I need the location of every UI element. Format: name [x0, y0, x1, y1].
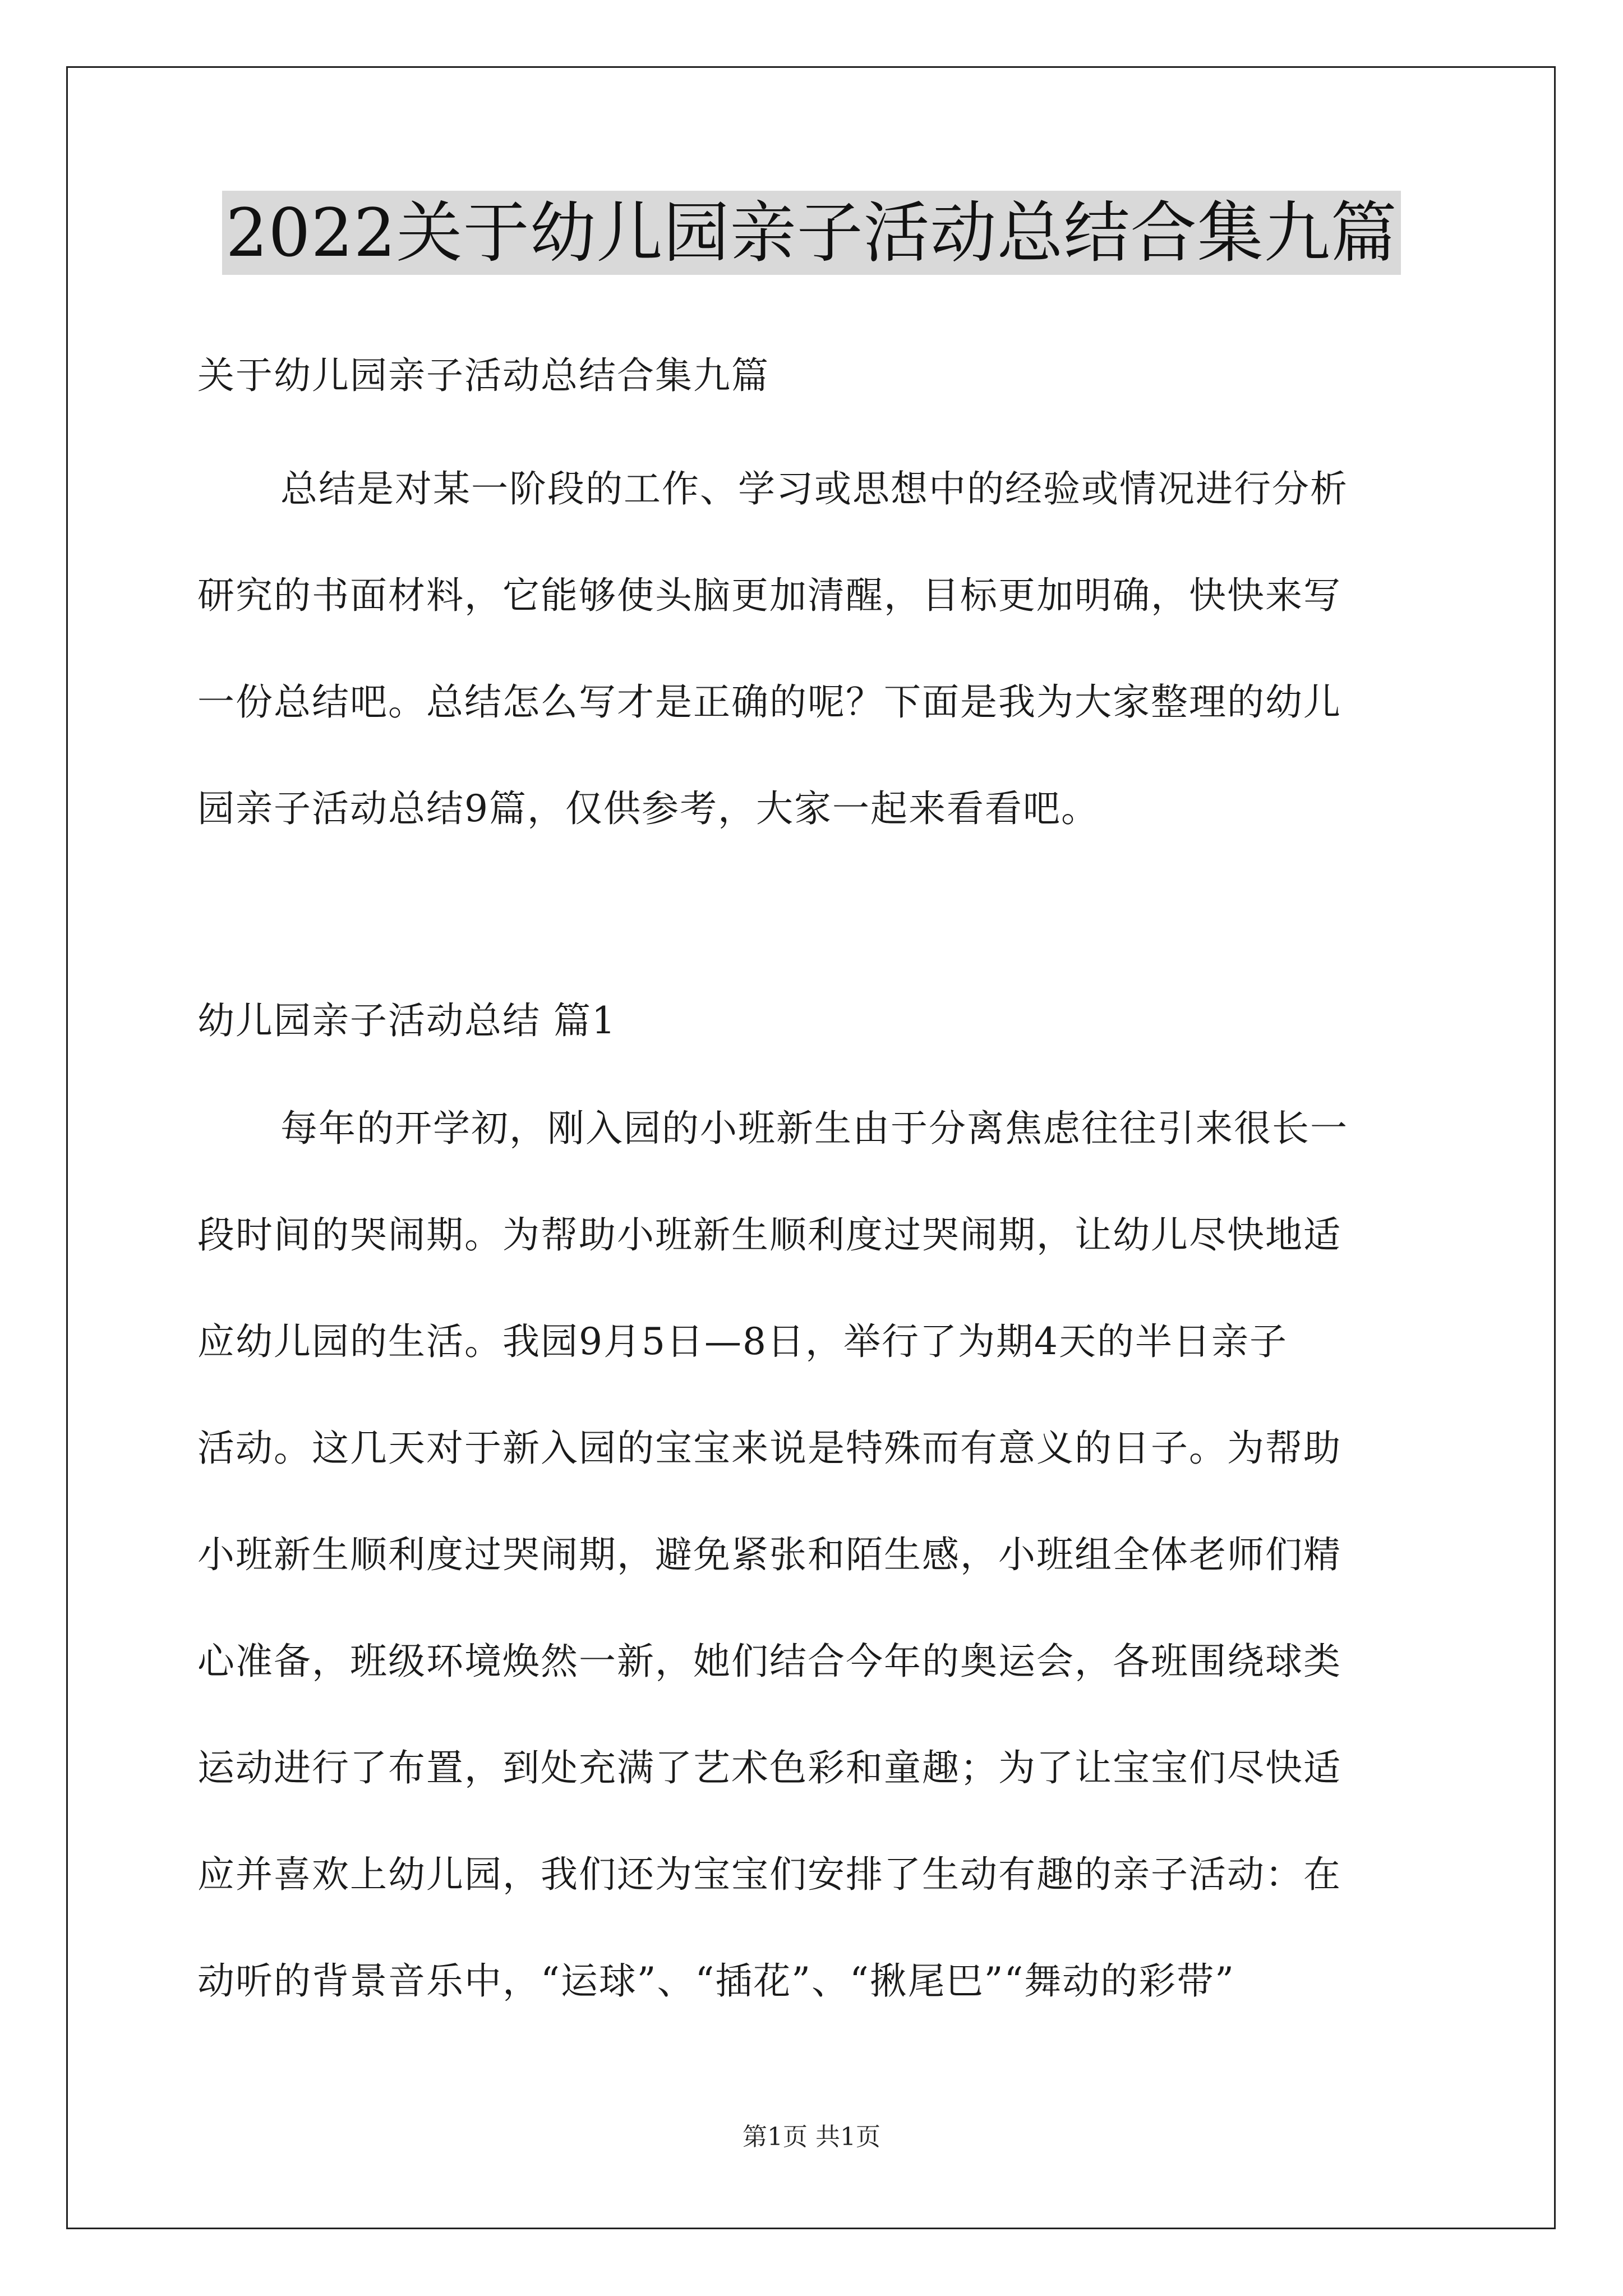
body-line: 心准备，班级环境焕然一新，她们结合今年的奥运会，各班围绕球类 — [197, 1640, 1341, 1683]
title-container — [0, 191, 1623, 275]
body-line: 运动进行了布置，到处充满了艺术色彩和童趣；为了让宝宝们尽快适 — [197, 1746, 1341, 1789]
body-line: 应并喜欢上幼儿园，我们还为宝宝们安排了生动有趣的亲子活动：在 — [197, 1853, 1341, 1896]
body-line: 动听的背景音乐中，“运球”、“插花”、“揪尾巴”“舞动的彩带” — [197, 1959, 1235, 2003]
body-line: 段时间的哭闹期。为帮助小班新生顺利度过哭闹期，让幼儿尽快地适 — [197, 1213, 1341, 1257]
section-heading: 幼儿园亲子活动总结 篇1 — [197, 999, 616, 1042]
body-line: 应幼儿园的生活。我园9月5日—8日，举行了为期4天的半日亲子 — [197, 1320, 1288, 1363]
intro-line: 总结是对某一阶段的工作、学习或思想中的经验或情况进行分析 — [280, 467, 1348, 510]
page-footer: 第1页 共1页 — [743, 2123, 880, 2151]
intro-line: 园亲子活动总结9篇，仅供参考，大家一起来看看吧。 — [197, 787, 1099, 830]
document-title: 2022关于幼儿园亲子活动总结合集九篇 — [222, 191, 1400, 275]
intro-line: 研究的书面材料，它能够使头脑更加清醒，目标更加明确，快快来写 — [197, 574, 1341, 617]
body-line: 每年的开学初，刚入园的小班新生由于分离焦虑往往引来很长一 — [280, 1107, 1348, 1150]
document-subtitle: 关于幼儿园亲子活动总结合集九篇 — [197, 354, 769, 397]
intro-line: 一份总结吧。总结怎么写才是正确的呢？下面是我为大家整理的幼儿 — [197, 680, 1341, 724]
body-line: 小班新生顺利度过哭闹期，避免紧张和陌生感，小班组全体老师们精 — [197, 1533, 1341, 1576]
body-line: 活动。这几天对于新入园的宝宝来说是特殊而有意义的日子。为帮助 — [197, 1427, 1341, 1470]
